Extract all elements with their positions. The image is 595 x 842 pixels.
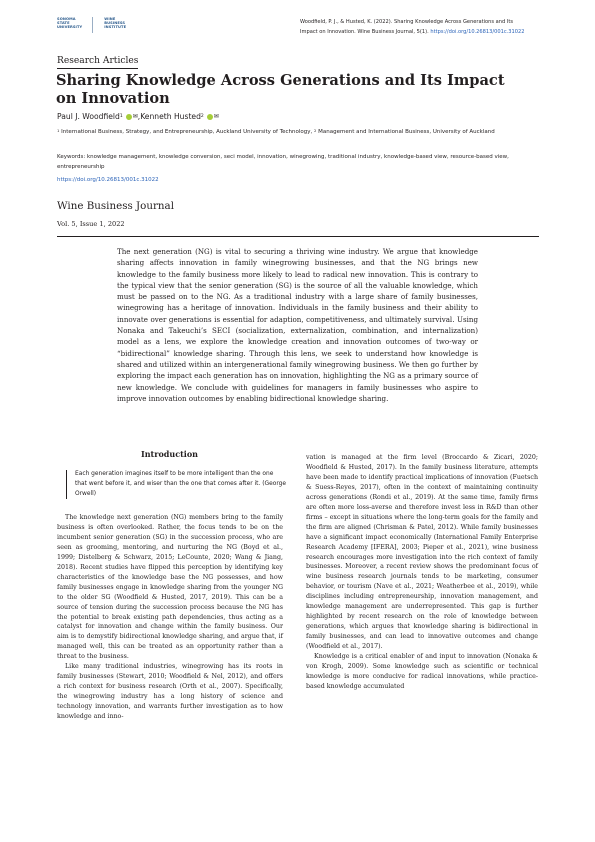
epigraph: Each generation imagines itself to be more intelligent than the one that went before it, and wiser than the one that comes after it. (George Orwell) bbox=[66, 470, 286, 499]
paragraph: Knowledge is a critical enabler of and input to innovation (Nonaka & von Krogh, 2009). Some knowledge such as scientific or technical knowledge is more conducive for radical innovations, while practice-based knowledge accumulated bbox=[306, 653, 538, 690]
body-column-right bbox=[306, 453, 538, 692]
section-heading: Introduction bbox=[141, 449, 198, 459]
orcid-icon[interactable] bbox=[126, 114, 132, 120]
publisher-logo bbox=[57, 17, 126, 33]
paragraph: The knowledge next generation (NG) members bring to the family business is often overlooked. Rather, the focus tends to be on the incumbent senior generation (SG) in the succession process, who are seen as grooming, mentoring, and nurturing the NG (Boyd et al., 1999; Distelberg & Schwarz, 2015; LeCounte, 2020; Wang & Jiang, 2018). Recent studies have flipped this perception by identifying key characteristics of the knowledge base the NG possesses, and how family businesses engage in knowledge sharing from the younger NG to the older SG (Woodfield & Husted, 2017, 2019). This can be a source of tension during the succession process because the NG has the potential to break existing path dependencies, thus acting as a catalyst for innovation and change within the family business. Our aim is to demystify bidirectional knowledge sharing, and argue that, if managed well, this can be treated as an opportunity rather than a threat to the business. bbox=[57, 514, 283, 661]
university-logo-text: SONOMA STATE UNIVERSITY bbox=[57, 17, 83, 30]
institute-logo-text: WINE BUSINESS INSTITUTE bbox=[104, 17, 127, 30]
paragraph: vation is managed at the firm level (Broccardo & Zicari, 2020; Woodfield & Husted, 2017). In the family business literature, attempts have been made to identify practical implications of innovation (Fuetsch & Suess-Reyes, 2017), often in the context of maintaining continuity across generations (Rondi et al., 2019). At the same time, family firms are often more loss-averse and therefore invest less in R&D than other firms – except in situations where the long-term goals for the family and the firm are aligned (Chrisman & Patel, 2012). While family businesses have a significant impact economically (International Family Enterprise Research Academy [IFERA], 2003; Pieper et al., 2021), wine business research encourages more investigation into the rich context of family businesses. Moreover, a recent review shows the predominant focus of wine business research journals tends to be marketing, consumer behavior, or tourism (Nave et al., 2021; Weatherbee et al., 2019), while disciplines including entrepreneurship, innovation management, and knowledge management are underrepresented. This gap is further highlighted by recent research on the role of knowledge between generations, which argues that knowledge sharing is bidirectional in family businesses, and can lead to innovative outcomes and change (Woodfield et al., 2017). bbox=[306, 454, 538, 651]
body-column-left bbox=[57, 513, 283, 722]
author-name: Paul J. Woodfield bbox=[57, 112, 120, 121]
journal-name: Wine Business Journal bbox=[57, 200, 174, 212]
affiliations: $^1$ International Business, Strategy, and Entrepreneurship, Auckland University of Technology, $^2$ Management and International Business, University of Auckland bbox=[57, 128, 495, 135]
journal-volume: Vol. 5, Issue 1, 2022 bbox=[57, 220, 125, 228]
author-list: Paul J. Woodfield 1 ✉ , Kenneth Husted 2 ✉ bbox=[57, 112, 219, 121]
logo-divider bbox=[92, 17, 93, 33]
citation-header: Woodfield, P. J., & Husted, K. (2022). Sharing Knowledge Across Generations and Its Impact on Innovation. Wine Business Journal, 5(1). https://doi.org/10.26813/001c.31022 bbox=[300, 19, 525, 35]
orcid-icon[interactable] bbox=[207, 114, 213, 120]
doi-link[interactable]: https://doi.org/10.26813/001c.31022 bbox=[57, 177, 159, 183]
paragraph: Like many traditional industries, winegrowing has its roots in family businesses (Stewart, 2010; Woodfield & Nel, 2012), and offers a rich context for business research (Orth et al., 2007). Specifically, the winegrowing industry has a long history of science and technology innovation, and warrants further investigation as to how knowledge and inno- bbox=[57, 663, 283, 721]
abstract: The next generation (NG) is vital to securing a thriving wine industry. We argue that knowledge sharing affects innovation in family winegrowing businesses, and that the NG brings new knowledge to the family business more likely to lead to radical new innovation. This is contrary to the typical view that the senior generation (SG) is the source of all the valuable knowledge, which must be passed on to the NG. As a traditional industry with a large share of family businesses, winegrowing has a heritage of innovation. Individuals in the family business and their ability to innovate over generations is essential for adaption, competitiveness, and ultimately survival. Using Nonaka and Takeuchi’s SECI (socialization, externalization, combination, and internalization) model as a lens, we explore the knowledge creation and innovation outcomes of two-way or “bidirectional” knowledge sharing. Through this lens, we seek to understand how knowledge is shared and utilized within an intergenerational family winegrowing business. We then go further by exploring the impact each generation has on innovation, highlighting the NG as a primary source of new knowledge. We conclude with guidelines for managers in family businesses who aspire to improve innovation outcomes by enabling bidirectional knowledge sharing. bbox=[117, 247, 478, 403]
email-icon[interactable]: ✉ bbox=[132, 113, 138, 120]
author-name: Kenneth Husted bbox=[140, 112, 201, 121]
citation-doi-link[interactable]: https://doi.org/10.26813/001c.31022 bbox=[430, 29, 525, 35]
email-icon[interactable]: ✉ bbox=[213, 113, 219, 120]
section-label: Research Articles bbox=[57, 55, 138, 69]
article-title: Sharing Knowledge Across Generations and Its Impact on Innovation bbox=[56, 72, 505, 107]
keywords: Keywords: knowledge management, knowledge conversion, seci model, innovation, winegrowing, traditional industry, knowledge-based view, resource-based view, entrepreneurship bbox=[57, 154, 509, 170]
header-divider bbox=[57, 236, 539, 237]
